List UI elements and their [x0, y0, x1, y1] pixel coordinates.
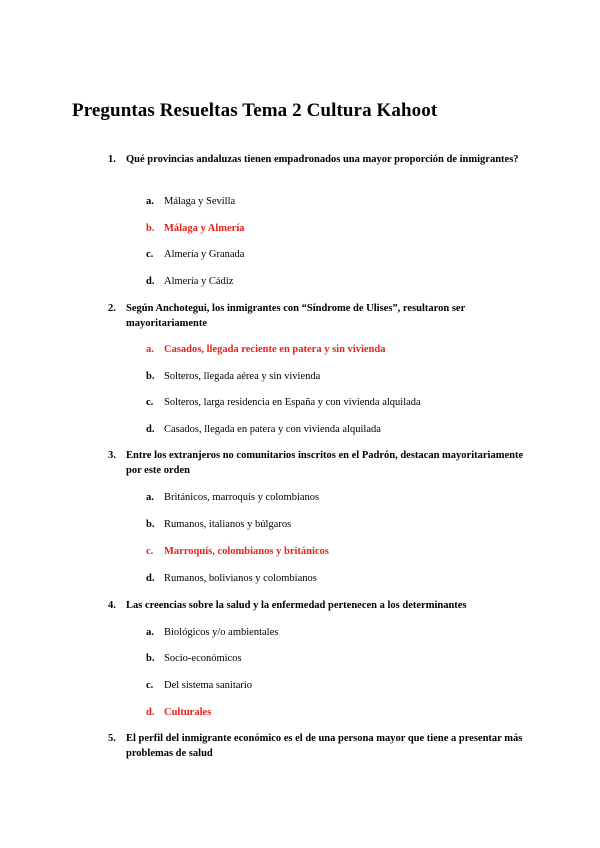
option-1d — [146, 275, 233, 288]
question-text: Las creencias sobre la salud y la enfermedad pertenecen a los determinantes — [126, 600, 467, 611]
option-1a — [146, 195, 235, 208]
option-letter: b. — [146, 371, 155, 382]
option-2c — [146, 396, 421, 409]
option-4b — [146, 652, 242, 665]
option-letter: b. — [146, 519, 155, 530]
option-4c — [146, 679, 252, 692]
option-letter: c. — [146, 397, 154, 408]
option-3b — [146, 518, 291, 531]
option-text: Casados, llegada en patera y con vivienda alquilada — [164, 424, 381, 435]
option-2d — [146, 423, 381, 436]
option-text: Culturales — [164, 707, 212, 718]
option-2a-correct — [146, 343, 385, 356]
option-letter: d. — [146, 424, 155, 435]
option-letter: d. — [146, 276, 155, 287]
question-number: 2. — [108, 303, 116, 314]
option-letter: d. — [146, 707, 155, 718]
option-text: Casados, llegada reciente en patera y sin vivienda — [164, 344, 386, 355]
question-number: 3. — [108, 450, 116, 461]
option-letter: a. — [146, 627, 154, 638]
question-number: 5. — [108, 733, 116, 744]
option-letter: a. — [146, 196, 154, 207]
question-1 — [108, 152, 528, 167]
question-number: 1. — [108, 154, 116, 165]
question-5 — [108, 731, 528, 761]
question-text: El perfil del inmigrante económico es el de una persona mayor que tiene a presentar más problemas de salud — [126, 733, 523, 759]
option-4d-correct — [146, 706, 211, 719]
option-text: Socio-económicos — [164, 653, 242, 664]
question-4 — [108, 598, 528, 613]
option-letter: c. — [146, 680, 154, 691]
option-text: Solteros, llegada aérea y sin vivienda — [164, 371, 321, 382]
option-text: Británicos, marroquís y colombianos — [164, 492, 320, 503]
option-1c — [146, 248, 244, 261]
option-letter: c. — [146, 546, 154, 557]
question-number: 4. — [108, 600, 116, 611]
option-3c-correct — [146, 545, 329, 558]
option-text: Málaga y Sevilla — [164, 196, 236, 207]
option-letter: a. — [146, 344, 154, 355]
option-text: Almería y Granada — [164, 249, 245, 260]
option-letter: a. — [146, 492, 154, 503]
option-text: Málaga y Almería — [164, 223, 245, 234]
page-title: Preguntas Resueltas Tema 2 Cultura Kahoot — [72, 100, 438, 121]
option-4a — [146, 626, 278, 639]
question-text: Según Anchotegui, los inmigrantes con “Síndrome de Ulises”, resultaron ser mayoritariamente — [126, 303, 466, 329]
option-2b — [146, 370, 320, 383]
option-letter: d. — [146, 573, 155, 584]
option-text: Marroquís, colombianos y británicos — [164, 546, 329, 557]
option-text: Solteros, larga residencia en España y con vivienda alquilada — [164, 397, 421, 408]
option-text: Biológicos y/o ambientales — [164, 627, 279, 638]
question-3 — [108, 448, 528, 478]
option-text: Del sistema sanitario — [164, 680, 253, 691]
option-text: Rumanos, bolivianos y colombianos — [164, 573, 317, 584]
option-letter: b. — [146, 653, 155, 664]
option-text: Rumanos, italianos y búlgaros — [164, 519, 292, 530]
question-text: Qué provincias andaluzas tienen empadronados una mayor proporción de inmigrantes? — [126, 154, 519, 165]
option-letter: b. — [146, 223, 155, 234]
option-3a — [146, 491, 319, 504]
question-2 — [108, 301, 528, 331]
option-3d — [146, 572, 317, 585]
option-1b-correct — [146, 222, 244, 235]
option-letter: c. — [146, 249, 154, 260]
question-text: Entre los extranjeros no comunitarios inscritos en el Padrón, destacan mayoritariamente por este orden — [126, 450, 524, 476]
option-text: Almería y Cádiz — [164, 276, 234, 287]
